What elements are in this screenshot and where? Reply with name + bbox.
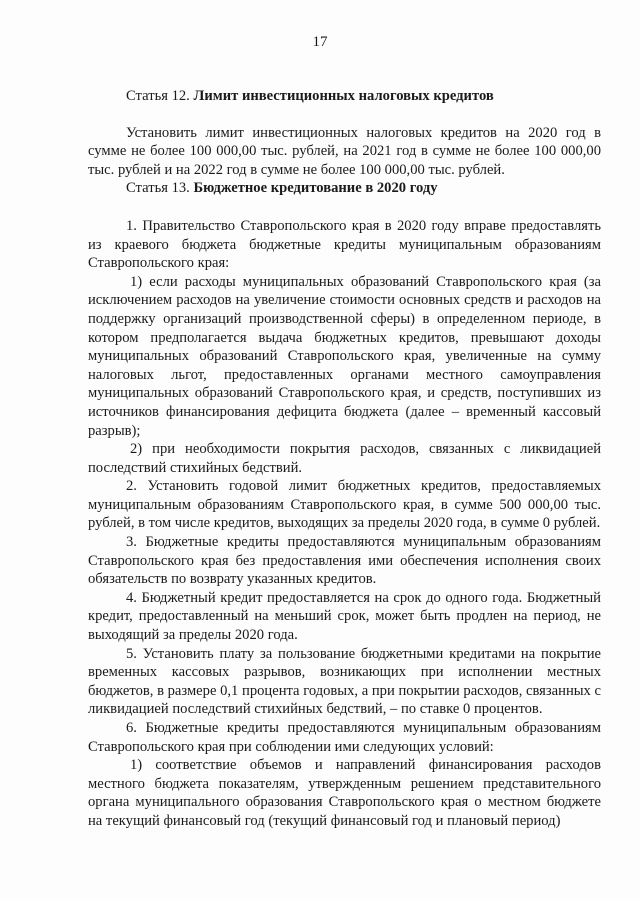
- paragraph: 1. Правительство Ставропольского края в 2020 году вправе предоставлять из краевого бюджета бюджетные кредиты муниципальным образованиям Ставропольского края:: [88, 217, 601, 272]
- paragraph: 1) если расходы муниципальных образований Ставропольского края (за исключением расходов на увеличение стоимости основных средств и расходов на поддержку организаций производственной сферы) в определенном периоде, в котором предполагается выдача бюджетных кредитов, превышают доходы муниципальных образований Ставропольского края, увеличенные на сумму налоговых льгот, предоставленных органами местного самоуправления муниципальных образований Ставропольского края, и средств, поступивших из источников финансирования дефицита бюджета (далее – временный кассовый разрыв);: [88, 273, 601, 439]
- article-12-text: Установить лимит инвестиционных налоговых кредитов на 2020 год в сумме не более 100 000,00 тыс. рублей, на 2021 год в сумме не более 100 000,00 тыс. рублей и на 2022 год в сумме не более 100 000,00 тыс. рублей.: [88, 124, 601, 178]
- paragraph: 6. Бюджетные кредиты предоставляются муниципальным образованиям Ставропольского края при соблюдении ими следующих условий:: [88, 720, 601, 755]
- paragraph: 4. Бюджетный кредит предоставляется на срок до одного года. Бюджетный кредит, предоставленный на меньший срок, может быть продлен на период, не выходящий за пределы 2020 года.: [88, 589, 601, 644]
- article-12-title: Лимит инвестиционных налоговых кредитов: [193, 88, 494, 104]
- paragraph: 2. Установить годовой лимит бюджетных кредитов, предоставляемых муниципальным образованиям Ставропольского края, в сумме 500 000,00 тыс. рублей, в том числе кредитов, выходящих за пределы 2020 года, в сумме 0 рублей.: [88, 478, 601, 532]
- article-12-label: Статья 12.: [126, 88, 190, 104]
- article-12-heading: [88, 87, 601, 106]
- paragraph: 1) соответствие объемов и направлений финансирования расходов местного бюджета показателям, утвержденным решением представительного органа муниципального образования Ставропольского края о местном бюджете на текущий финансовый год (текущий финансовый год и плановый период): [88, 757, 601, 829]
- paragraph: 5. Установить плату за пользование бюджетными кредитами на покрытие временных кассовых разрывов, возникающих при исполнении местных бюджетов, в размере 0,1 процента годовых, а при покрытии расходов, связанных с ликвидацией последствий стихийных бедствий, – по ставке 0 процентов.: [88, 645, 601, 718]
- paragraph: 3. Бюджетные кредиты предоставляются муниципальным образованиям Ставропольского края без предоставления ими обеспечения исполнения своих обязательств по возврату указанных кредитов.: [88, 534, 601, 588]
- article-13-heading: [88, 179, 601, 198]
- page-number: 17: [312, 34, 328, 50]
- article-13-title: Бюджетное кредитование в 2020 году: [193, 180, 438, 197]
- paragraph: 2) при необходимости покрытия расходов, связанных с ликвидацией последствий стихийных бедствий.: [88, 441, 601, 476]
- article-13-label: Статья 13.: [126, 180, 190, 197]
